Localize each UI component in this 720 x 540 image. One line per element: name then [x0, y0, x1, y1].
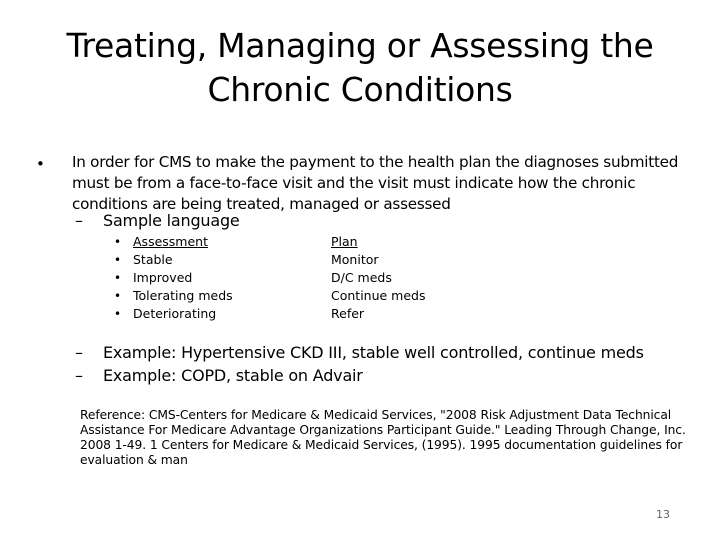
assessment-item: [114, 305, 233, 323]
plan-item: [331, 269, 426, 287]
bullet-icon: •: [114, 307, 122, 321]
bullet-icon: •: [114, 253, 122, 267]
plan-item: [331, 251, 426, 269]
reference-text: Reference: CMS-Centers for Medicare & Medicaid Services, "2008 Risk Adjustment Data Technical Assistance For Medicare Advantage Organizations Participant Guide." Leading Through Change, Inc. 2008 1-49. 1 Centers for Medicare & Medicaid Services, (1995). 1995 documentation guidelines for evaluation & man: [80, 408, 686, 467]
plan-item-label: Refer: [331, 306, 365, 321]
bullet-icon: •: [114, 289, 122, 303]
plan-item-label: Monitor: [331, 252, 379, 267]
example-2-dash-icon: –: [75, 366, 83, 385]
example-2-text: Example: COPD, stable on Advair: [103, 366, 363, 385]
example-1-text: Example: Hypertensive CKD III, stable well controlled, continue meds: [103, 343, 644, 362]
assessment-item-label: Stable: [133, 252, 173, 267]
bullet-icon: •: [114, 271, 122, 285]
assessment-item-label: Deteriorating: [133, 306, 217, 321]
bullet-icon: •: [114, 235, 122, 249]
plan-item-label: D/C meds: [331, 270, 392, 285]
main-bullet-icon: •: [36, 155, 45, 173]
assessment-header: [114, 233, 233, 251]
slide-title: [40, 24, 680, 112]
plan-header: [331, 233, 426, 251]
sample-language-label: Sample language: [103, 211, 240, 230]
page-number: 13: [656, 508, 670, 521]
assessment-header-label: Assessment: [133, 234, 208, 249]
main-bullet-text: In order for CMS to make the payment to the health plan the diagnoses submitted must be from a face-to-face visit and the visit must indicate how the chronic conditions are being treated, managed or assessed: [72, 153, 679, 213]
plan-item-label: Continue meds: [331, 288, 426, 303]
slide-title-line-2: Chronic Conditions: [207, 70, 513, 109]
slide-title-line-1: Treating, Managing or Assessing the: [66, 26, 654, 65]
plan-item: [331, 287, 426, 305]
assessment-item-label: Improved: [133, 270, 193, 285]
assessment-item-label: Tolerating meds: [133, 288, 233, 303]
assessment-item: [114, 287, 233, 305]
example-1-dash-icon: –: [75, 343, 83, 362]
plan-list: [331, 233, 426, 323]
assessment-list: [114, 233, 233, 323]
assessment-item: [114, 251, 233, 269]
sample-language-dash-icon: –: [75, 211, 83, 230]
assessment-item: [114, 269, 233, 287]
plan-item: [331, 305, 426, 323]
plan-header-label: Plan: [331, 234, 358, 249]
